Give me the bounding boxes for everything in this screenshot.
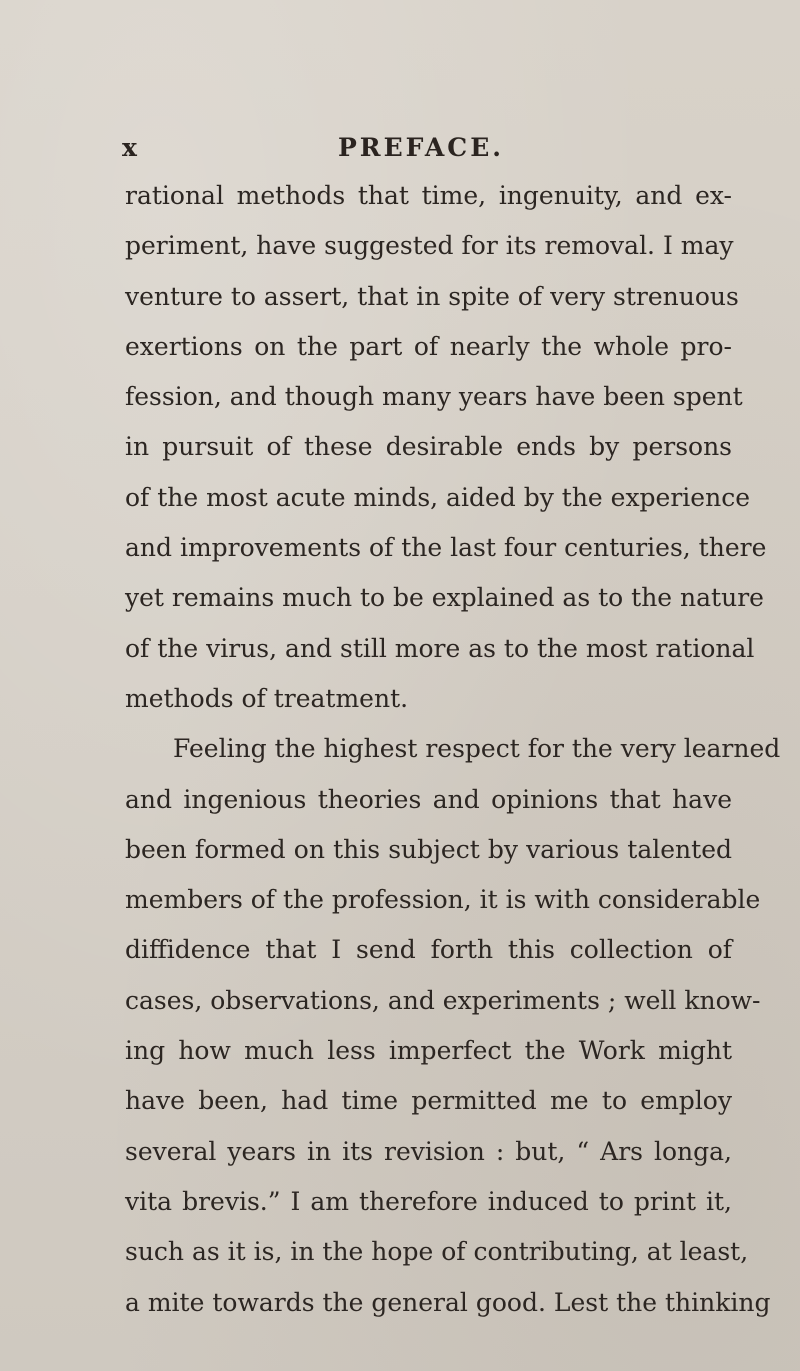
text-line: in pursuit of these desirable ends by persons <box>125 432 732 462</box>
paragraph-end-line: methods of treatment. <box>125 683 409 713</box>
text-line: fession, and though many years have been spent <box>125 382 743 412</box>
page-number: x <box>122 133 137 162</box>
text-line: venture to assert, that in spite of very strenuous <box>125 281 739 311</box>
running-head <box>0 131 800 165</box>
text-line: diffidence that I send forth this collection of <box>125 935 732 965</box>
text-line: such as it is, in the hope of contributing, at least, <box>125 1237 749 1267</box>
text-line: have been, had time permitted me to employ <box>125 1086 732 1116</box>
text-line: a mite towards the general good. Lest the thinking <box>125 1287 771 1317</box>
running-title: PREFACE. <box>338 133 504 162</box>
text-line: yet remains much to be explained as to the nature <box>125 583 764 613</box>
text-line: vita brevis.” I am therefore induced to print it, <box>125 1186 732 1216</box>
text-line: cases, observations, and experiments ; well know- <box>125 985 761 1015</box>
text-line: periment, have suggested for its removal. I may <box>125 231 734 261</box>
text-line: members of the profession, it is with considerable <box>125 885 761 915</box>
body-text <box>125 171 781 1328</box>
text-line: several years in its revision : but, “ Ars longa, <box>125 1136 732 1166</box>
paragraph-start-line: Feeling the highest respect for the very learned <box>173 734 781 764</box>
text-line: ing how much less imperfect the Work might <box>125 1036 732 1066</box>
text-line: been formed on this subject by various talented <box>125 834 732 864</box>
text-line: rational methods that time, ingenuity, and ex- <box>125 181 732 210</box>
text-line: of the virus, and still more as to the most rational <box>125 633 755 663</box>
text-line: of the most acute minds, aided by the experience <box>125 482 750 512</box>
text-line: and ingenious theories and opinions that have <box>125 784 732 814</box>
text-line: exertions on the part of nearly the whole pro- <box>125 331 732 361</box>
text-line: and improvements of the last four centuries, there <box>125 533 767 563</box>
